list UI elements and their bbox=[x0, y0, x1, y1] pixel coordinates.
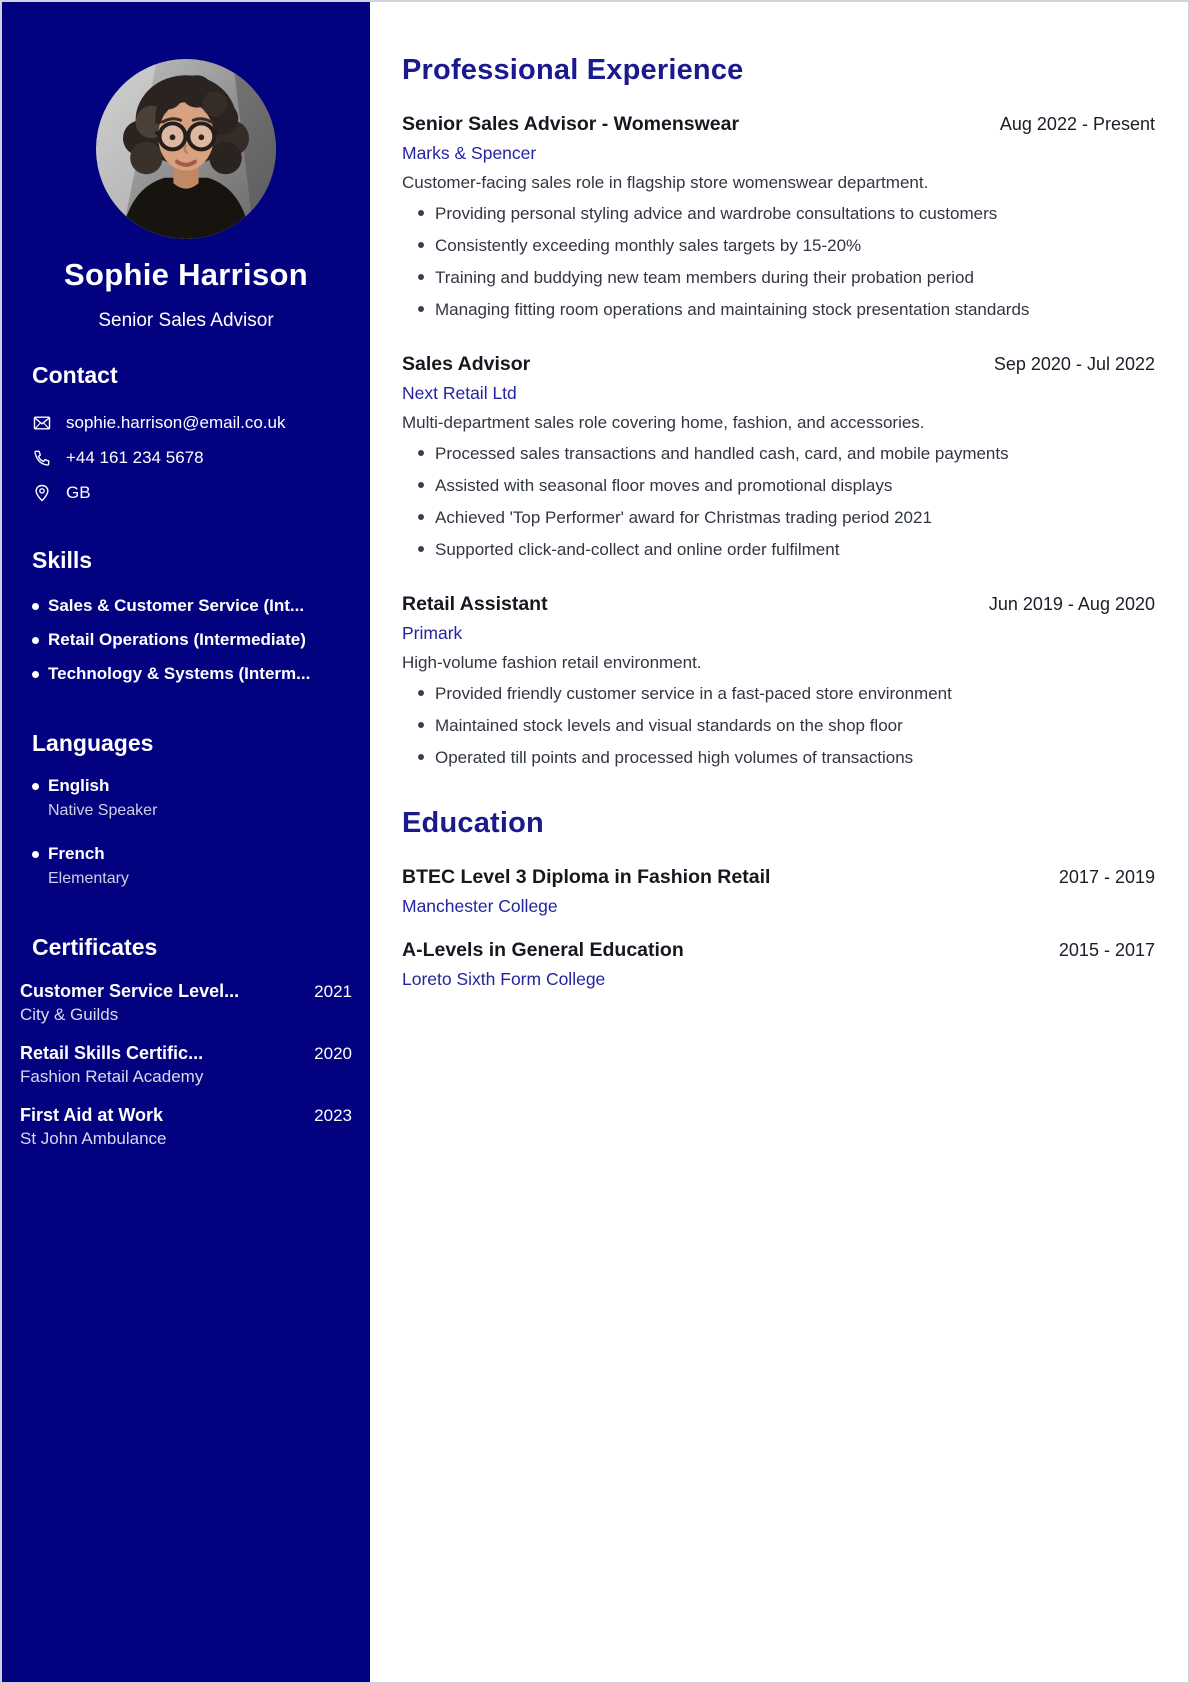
education-school: Loreto Sixth Form College bbox=[402, 969, 606, 989]
envelope-icon bbox=[32, 413, 52, 433]
certificate-item bbox=[20, 981, 352, 1025]
candidate-name: Sophie Harrison bbox=[64, 257, 308, 292]
contact-email: sophie.harrison@email.co.uk bbox=[66, 413, 286, 432]
skill-item bbox=[32, 664, 340, 684]
certificates-heading: Certificates bbox=[32, 934, 158, 960]
languages-section bbox=[2, 730, 370, 888]
education-dates: 2017 - 2019 bbox=[1058, 867, 1155, 887]
job-title: Senior Sales Advisor - Womenswear bbox=[402, 113, 740, 135]
job-bullet: Operated till points and processed high volumes of transactions bbox=[402, 745, 1045, 771]
language-level: Elementary bbox=[48, 870, 129, 887]
contact-email-row bbox=[32, 413, 340, 433]
education-dates: 2015 - 2017 bbox=[1058, 940, 1155, 960]
contact-location-row bbox=[32, 483, 340, 503]
job-company: Marks & Spencer bbox=[402, 143, 537, 163]
skills-heading: Skills bbox=[32, 547, 93, 573]
education-section bbox=[402, 807, 1155, 990]
certificate-item bbox=[20, 1043, 352, 1087]
education-title: A-Levels in General Education bbox=[402, 939, 684, 961]
phone-icon bbox=[32, 448, 52, 468]
contact-phone-row bbox=[32, 448, 340, 468]
certificate-name: First Aid at Work bbox=[20, 1105, 164, 1125]
certificate-name: Customer Service Level... bbox=[20, 981, 240, 1001]
job-company: Primark bbox=[402, 623, 463, 643]
job-bullet: Achieved 'Top Performer' award for Christmas trading period 2021 bbox=[402, 505, 1045, 531]
education-entry bbox=[402, 866, 1155, 917]
bullet-dot bbox=[32, 637, 39, 644]
job-bullet: Providing personal styling advice and wardrobe consultations to customers bbox=[402, 201, 1045, 227]
contact-section bbox=[2, 362, 370, 503]
certificate-issuer: St John Ambulance bbox=[20, 1129, 167, 1148]
education-title: BTEC Level 3 Diploma in Fashion Retail bbox=[402, 866, 771, 888]
job-bullet: Managing fitting room operations and maintaining stock presentation standards bbox=[402, 297, 1045, 323]
job-bullet: Supported click-and-collect and online order fulfilment bbox=[402, 537, 1045, 563]
bullet-dot bbox=[32, 783, 39, 790]
education-entry bbox=[402, 939, 1155, 990]
job-bullet-list bbox=[402, 201, 1155, 323]
skill-item bbox=[32, 630, 340, 650]
bullet-dot bbox=[32, 671, 39, 678]
contact-phone: +44 161 234 5678 bbox=[66, 448, 204, 467]
job-company: Next Retail Ltd bbox=[402, 383, 517, 403]
contact-location: GB bbox=[66, 483, 91, 502]
job-entry bbox=[402, 353, 1155, 563]
job-entry bbox=[402, 113, 1155, 323]
certificate-year: 2020 bbox=[314, 1044, 352, 1063]
job-bullet-list bbox=[402, 681, 1155, 771]
profile-photo bbox=[96, 59, 276, 239]
language-name: French bbox=[48, 844, 105, 863]
job-bullet-list bbox=[402, 441, 1155, 563]
language-item bbox=[32, 844, 340, 888]
job-title: Sales Advisor bbox=[402, 353, 531, 375]
skill-label: Sales & Customer Service (Int... bbox=[48, 596, 305, 615]
language-name: English bbox=[48, 776, 110, 795]
job-summary: Customer-facing sales role in flagship store womenswear department. bbox=[402, 173, 929, 192]
job-dates: Sep 2020 - Jul 2022 bbox=[993, 354, 1155, 374]
certificates-section bbox=[2, 934, 370, 1149]
skill-label: Retail Operations (Intermediate) bbox=[48, 630, 306, 649]
job-summary: Multi-department sales role covering home, fashion, and accessories. bbox=[402, 413, 925, 432]
job-summary: High-volume fashion retail environment. bbox=[402, 653, 702, 672]
contact-heading: Contact bbox=[32, 362, 118, 388]
certificate-name: Retail Skills Certific... bbox=[20, 1043, 204, 1063]
avatar-illustration bbox=[96, 59, 276, 239]
language-item bbox=[32, 776, 340, 820]
job-entry bbox=[402, 593, 1155, 771]
certificate-issuer: City & Guilds bbox=[20, 1005, 119, 1024]
education-school: Manchester College bbox=[402, 896, 558, 916]
experience-section bbox=[402, 54, 1155, 771]
bullet-dot bbox=[32, 603, 39, 610]
experience-heading: Professional Experience bbox=[402, 54, 744, 86]
certificate-issuer: Fashion Retail Academy bbox=[20, 1067, 204, 1086]
job-dates: Jun 2019 - Aug 2020 bbox=[988, 594, 1155, 614]
education-heading: Education bbox=[402, 807, 544, 839]
job-dates: Aug 2022 - Present bbox=[999, 114, 1155, 134]
job-bullet: Processed sales transactions and handled cash, card, and mobile payments bbox=[402, 441, 1045, 467]
skill-item bbox=[32, 596, 340, 616]
main-content bbox=[370, 2, 1188, 1682]
job-bullet: Training and buddying new team members during their probation period bbox=[402, 265, 1045, 291]
job-bullet: Consistently exceeding monthly sales targets by 15-20% bbox=[402, 233, 1045, 259]
certificate-year: 2021 bbox=[314, 982, 352, 1001]
skill-label: Technology & Systems (Interm... bbox=[48, 664, 311, 683]
job-bullet: Assisted with seasonal floor moves and promotional displays bbox=[402, 473, 1045, 499]
candidate-title: Senior Sales Advisor bbox=[98, 310, 274, 331]
job-bullet: Provided friendly customer service in a fast-paced store environment bbox=[402, 681, 1045, 707]
languages-heading: Languages bbox=[32, 730, 154, 756]
location-pin-icon bbox=[32, 483, 52, 503]
job-bullet: Maintained stock levels and visual standards on the shop floor bbox=[402, 713, 1045, 739]
bullet-dot bbox=[32, 851, 39, 858]
certificate-item bbox=[20, 1105, 352, 1149]
certificate-year: 2023 bbox=[314, 1106, 352, 1125]
skills-section bbox=[2, 547, 370, 684]
sidebar bbox=[2, 2, 370, 1682]
job-title: Retail Assistant bbox=[402, 593, 548, 615]
language-level: Native Speaker bbox=[48, 802, 158, 819]
